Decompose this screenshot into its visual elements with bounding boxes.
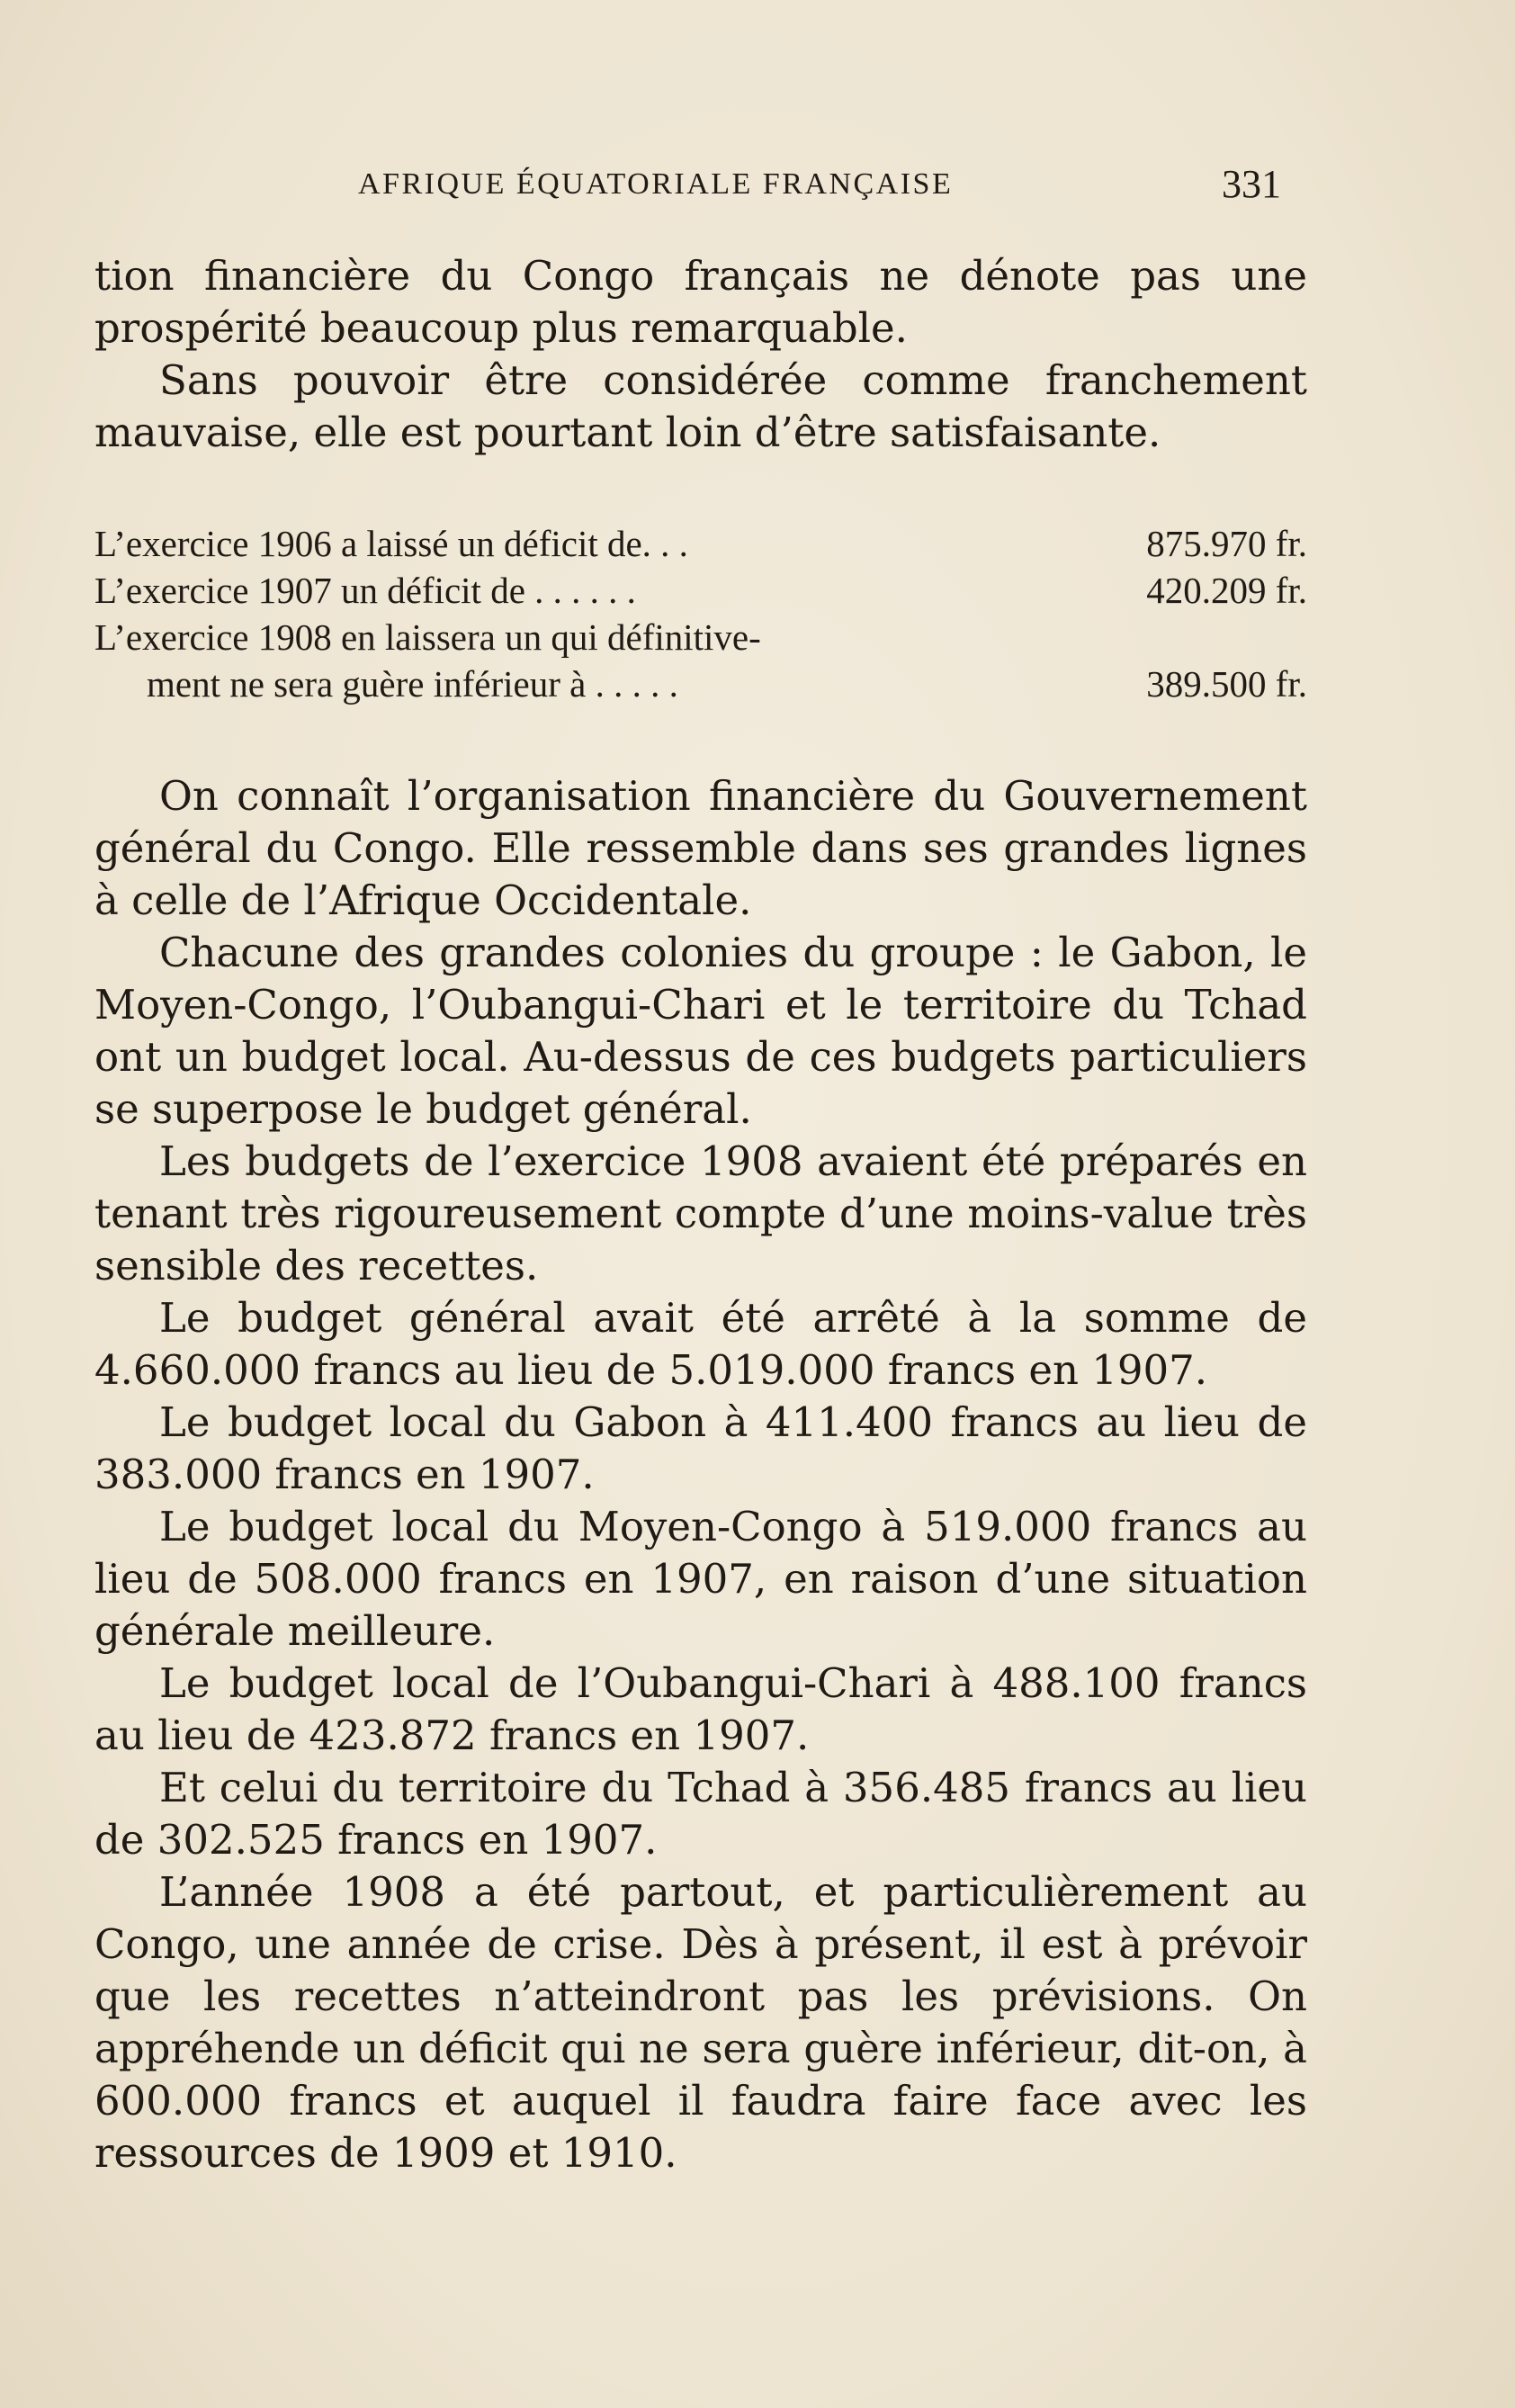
deficit-label: L’exercice 1906 a laissé un déficit de. . .: [94, 523, 688, 564]
deficit-amount: 420.209 fr.: [1146, 570, 1307, 611]
paragraph: Le budget local de l’Oubangui-Chari à 488.100 francs au lieu de 423.872 francs en 1907.: [94, 1659, 1307, 1759]
paragraph: Les budgets de l’exercice 1908 avaient été préparés en tenant très rigoureusement compte d’une moins-value très sensible des recettes.: [94, 1137, 1307, 1289]
page-number: 331: [1222, 162, 1281, 206]
paragraph: Le budget local du Gabon à 411.400 francs au lieu de 383.000 francs en 1907.: [94, 1398, 1307, 1498]
paragraph: On connaît l’organisation financière du Gouvernement général du Congo. Elle ressemble dans ses grandes lignes à celle de l’Afrique Occidentale.: [94, 772, 1307, 924]
paragraph: Le budget local du Moyen-Congo à 519.000 francs au lieu de 508.000 francs en 1907, en raison d’une situation générale meilleure.: [94, 1503, 1307, 1655]
deficit-row: [94, 567, 1307, 614]
deficit-row: [94, 614, 1307, 660]
deficit-row: [94, 520, 1307, 567]
paragraph: tion financière du Congo français ne dénote pas une prospérité beaucoup plus remarquable.: [94, 252, 1307, 352]
deficit-amount: 875.970 fr.: [1146, 523, 1307, 564]
paragraph: Chacune des grandes colonies du groupe : le Gabon, le Moyen-Congo, l’Oubangui-Chari et le territoire du Tchad ont un budget local. Au-dessus de ces budgets particuliers se superpose le budget général.: [94, 929, 1307, 1133]
running-title: AFRIQUE ÉQUATORIALE FRANÇAISE: [358, 167, 954, 201]
deficit-label: ment ne sera guère inférieur à . . . . .: [147, 663, 678, 705]
paragraph: Sans pouvoir être considérée comme franchement mauvaise, elle est pourtant loin d’être satisfaisante.: [94, 356, 1307, 456]
deficit-table: [94, 520, 1307, 707]
paragraph: L’année 1908 a été partout, et particulièrement au Congo, une année de crise. Dès à présent, il est à prévoir que les recettes n’atteindront pas les prévisions. On appréhende un déficit qui ne sera guère inférieur, dit-on, à 600.000 francs et auquel il faudra faire face avec les ressources de 1909 et 1910.: [94, 1868, 1307, 2177]
intro-text: [94, 250, 1307, 459]
paragraph: Et celui du territoire du Tchad à 356.485 francs au lieu de 302.525 francs en 1907.: [94, 1764, 1307, 1864]
page-header: [0, 162, 1515, 207]
deficit-amount: 389.500 fr.: [1146, 663, 1307, 705]
deficit-row: [94, 660, 1307, 707]
deficit-label: L’exercice 1907 un déficit de . . . . . .: [94, 570, 636, 611]
main-text: [94, 770, 1307, 2179]
paragraph: Le budget général avait été arrêté à la somme de 4.660.000 francs au lieu de 5.019.000 francs en 1907.: [94, 1294, 1307, 1394]
deficit-label: L’exercice 1908 en laissera un qui définitive-: [94, 616, 761, 658]
